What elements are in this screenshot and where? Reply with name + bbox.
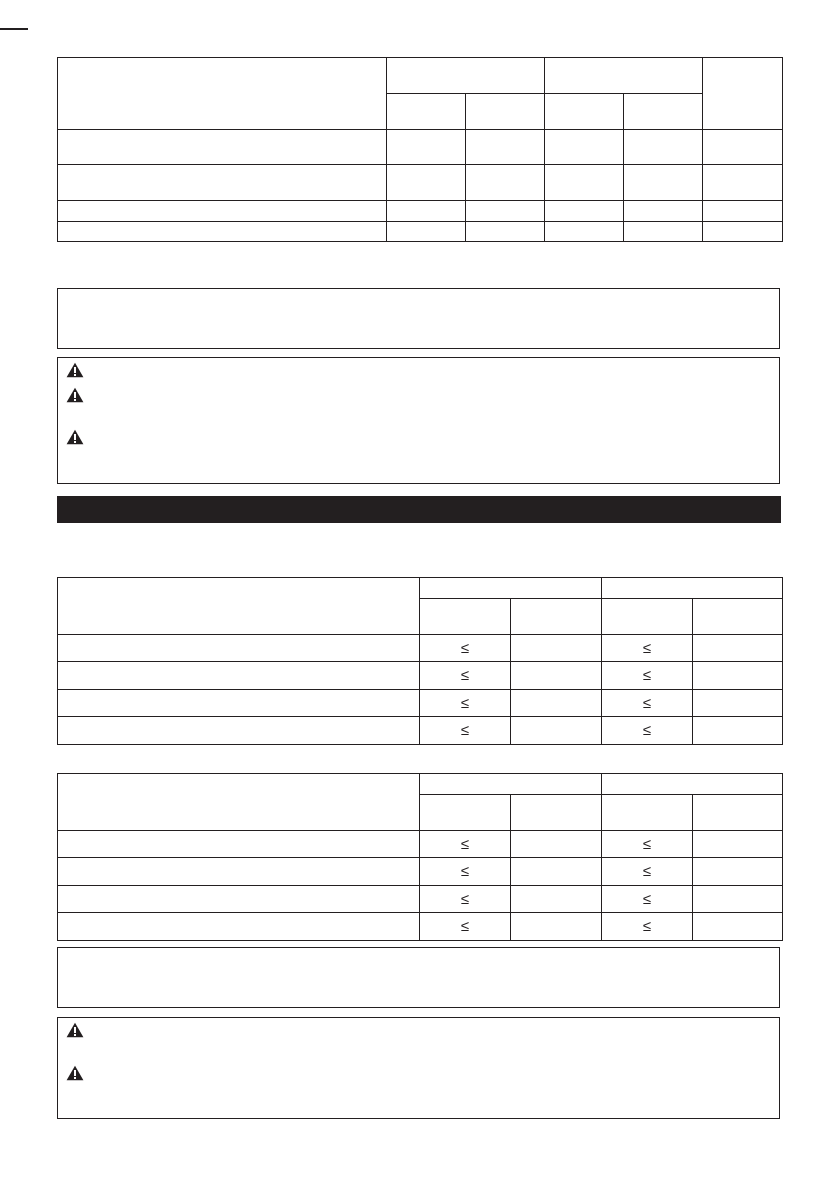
table-cell [58,635,420,662]
table-row [58,858,783,886]
note-box-1 [57,288,780,349]
warning-triangle-icon [66,1022,84,1038]
spec-table-low [57,773,783,941]
header-cell-group-a [420,578,602,599]
table-cell [466,130,545,165]
header-cell-group-a [420,774,602,795]
table-cell [703,130,783,165]
table-cell [545,130,624,165]
less-equal-symbol: ≤ [420,717,511,745]
table-cell [511,717,602,745]
table-cell [693,886,783,913]
less-equal-symbol: ≤ [602,913,693,941]
table-row [58,662,783,690]
table-cell [58,690,420,717]
header-cell-b2 [693,599,783,635]
less-equal-symbol: ≤ [420,662,511,690]
section-header-bar [57,496,781,523]
warning-triangle-icon [66,362,84,378]
table-cell [387,130,466,165]
table-cell [58,201,387,222]
table-cell [703,165,783,201]
table-cell [511,886,602,913]
warning-triangle-icon [66,429,84,445]
table-cell [387,222,466,242]
less-equal-symbol: ≤ [420,913,511,941]
table-cell [545,222,624,242]
table-cell [703,222,783,242]
table-cell [58,858,420,886]
table-cell [624,130,703,165]
header-cell-item [58,58,387,130]
header-cell-a2 [511,599,602,635]
header-cell-a1 [420,599,511,635]
table-cell [693,690,783,717]
table-cell [511,831,602,858]
header-cell-b1 [602,599,693,635]
less-equal-symbol: ≤ [420,886,511,913]
less-equal-symbol: ≤ [602,662,693,690]
table-cell [511,662,602,690]
table-cell [511,690,602,717]
table-cell [693,831,783,858]
table-row [58,913,783,941]
table-row [58,886,783,913]
header-cell-b2 [624,94,703,130]
table-row [58,165,783,201]
header-cell-group-b [602,578,783,599]
table-cell [58,831,420,858]
warning-triangle-icon [66,1065,84,1081]
table-cell [511,635,602,662]
table-row [58,717,783,745]
less-equal-symbol: ≤ [602,690,693,717]
header-cell-a1 [420,795,511,831]
table-cell [58,662,420,690]
less-equal-symbol: ≤ [420,858,511,886]
table-row [58,831,783,858]
warning-triangle-icon [66,387,84,403]
table-row [58,201,783,222]
table-cell [624,222,703,242]
table-cell [693,913,783,941]
table-cell [58,130,387,165]
header-cell-a1 [387,94,466,130]
less-equal-symbol: ≤ [602,858,693,886]
less-equal-symbol: ≤ [420,831,511,858]
header-cell-item [58,578,420,635]
table-cell [545,165,624,201]
header-cell-b2 [693,795,783,831]
less-equal-symbol: ≤ [602,886,693,913]
table-row [58,635,783,662]
page-leader-line [0,28,28,30]
table-cell [693,717,783,745]
header-cell-b1 [602,795,693,831]
table-cell [58,222,387,242]
table-row [58,222,783,242]
table-cell [624,165,703,201]
table-cell [58,886,420,913]
note-box-2 [57,947,780,1008]
warning-box-1 [57,357,780,484]
table-cell [693,662,783,690]
less-equal-symbol: ≤ [420,690,511,717]
table-cell [511,858,602,886]
table-row [58,690,783,717]
table-cell [466,201,545,222]
header-cell-a2 [466,94,545,130]
table-cell [693,635,783,662]
header-cell-unit [703,58,783,130]
table-cell [58,717,420,745]
table-cell [545,201,624,222]
header-cell-group-b [545,58,703,94]
less-equal-symbol: ≤ [602,831,693,858]
header-cell-group-b [602,774,783,795]
spec-table-top [57,57,783,242]
table-cell [58,913,420,941]
header-cell-item [58,774,420,831]
header-cell-group-a [387,58,545,94]
header-cell-a2 [511,795,602,831]
header-cell-b1 [545,94,624,130]
table-cell [58,165,387,201]
warning-box-2 [57,1017,780,1119]
table-cell [703,201,783,222]
table-row [58,130,783,165]
table-cell [624,201,703,222]
less-equal-symbol: ≤ [602,635,693,662]
less-equal-symbol: ≤ [420,635,511,662]
table-cell [387,165,466,201]
table-cell [387,201,466,222]
table-cell [693,858,783,886]
table-cell [466,165,545,201]
table-cell [511,913,602,941]
table-cell [466,222,545,242]
spec-table-mid [57,577,783,745]
less-equal-symbol: ≤ [602,717,693,745]
